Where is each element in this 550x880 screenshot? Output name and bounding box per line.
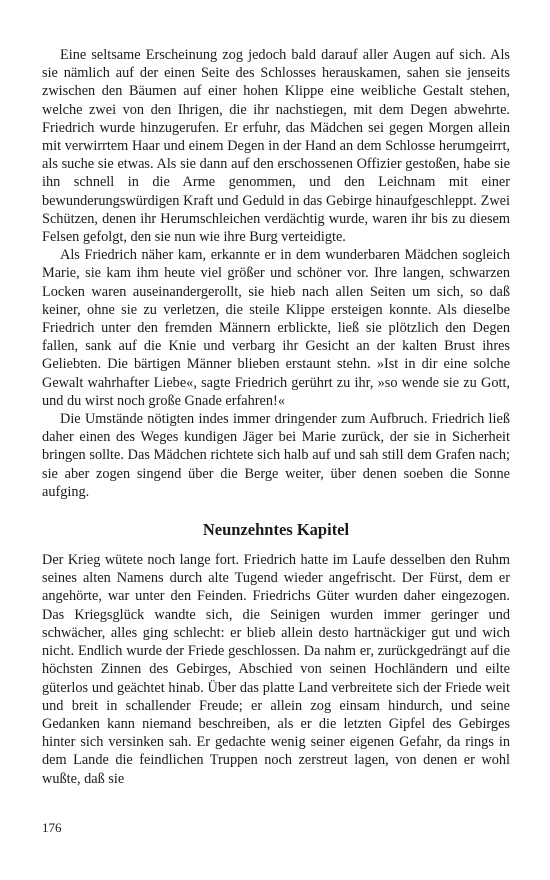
paragraph-3: Die Umstände nötigten indes immer dringender zum Aufbruch. Friedrich ließ daher einen des Weges kundigen Jäger bei Marie zurück, der sie in Sicherheit bringen sollte. Das Mädchen richtete sich halb auf und sah still dem Grafen nach; sie aber zogen singend über die Berge weiter, über denen soeben die Sonne aufging. [42, 411, 510, 500]
page-number: 176 [42, 820, 62, 835]
chapter-title: Neunzehntes Kapitel [202, 520, 350, 540]
paragraph-1: Eine seltsame Erscheinung zog jedoch bald darauf aller Augen auf sich. Als sie nämlich auf der einen Seite des Schlosses herauskamen, sahen sie jenseits zwischen den Bäumen auf einer hohen Klippe eine weibliche Gestalt stehen, welche zwei von den Ihrigen, die ihr nachstiegen, mit dem Degen abwehrte. Friedrich wurde hinzugerufen. Er erfuhr, das Mädchen sei gegen Morgen allein mit verwirrtem Haar und einem Degen in der Hand an dem Schlosse herumgeirrt, als suche sie etwas. Als sie dann auf den erschossenen Offizier gestoßen, habe sie ihn schnell in die Arme genommen, und den Leichnam mit einer bewunderungswürdigen Kraft und Geduld in das Gebirge hinaufgeschleppt. Zwei Schützen, denen ihr Herumschleichen verdächtig wurde, waren ihr bis zu diesem Felsen gefolgt, den sie nun wie ihre Burg verteidigte. [42, 47, 510, 246]
book-page [42, 46, 510, 788]
paragraph-2: Als Friedrich näher kam, erkannte er in dem wunderbaren Mädchen sogleich Marie, sie kam ihm heute viel größer und schöner vor. Ihre langen, schwarzen Locken waren auseinandergerollt, sie hieb nach allen Seiten um sich, so daß keiner, ohne sie zu verletzen, die steile Klippe ersteigen konnte. Als dieselbe Friedrich unter den fremden Männern erblickte, ließ sie plötzlich den Degen fallen, sank auf die Knie und verbarg ihr Gesicht an der kalten Brust ihres Geliebten. Die bärtigen Männer blieben erstaunt stehn. »Ist in dir eine solche Gewalt wahrhafter Liebe«, sagte Friedrich gerührt zu ihr, »so wende sie zu Gott, und du wirst noch große Gnade erfahren!« [42, 247, 510, 409]
chapter-paragraph-1: Der Krieg wütete noch lange fort. Friedrich hatte im Laufe desselben den Ruhm seines alten Namens durch alte Tugend wieder angefrischt. Der Fürst, dem er angehörte, war unter den Feinden. Friedrichs Güter wurden daher eingezogen. Das Kriegsglück wandte sich, die Seinigen wurden immer geringer und schwächer, alles ging schlecht: er blieb allein desto hartnäckiger gut und wich nicht. Endlich wurde der Friede geschlossen. Da nahm er, zurückgedrängt auf die höchsten Zinnen des Gebirges, Abschied von seinen Hochländern und eilte güterlos und geächtet hinab. Über das platte Land verbreitete sich der Friede weit und breit in schallender Freude; er allein zog einsam hindurch, und seine Gedanken kann niemand beschreiben, als er die letzten Gipfel des Gebirges hinter sich versinken sah. Er gedachte wenig seiner eigenen Gefahr, da rings in dem Lande die feindlichen Truppen noch zerstreut lagen, von denen er wohl wußte, daß sie [42, 552, 510, 787]
section-gap [42, 501, 510, 519]
